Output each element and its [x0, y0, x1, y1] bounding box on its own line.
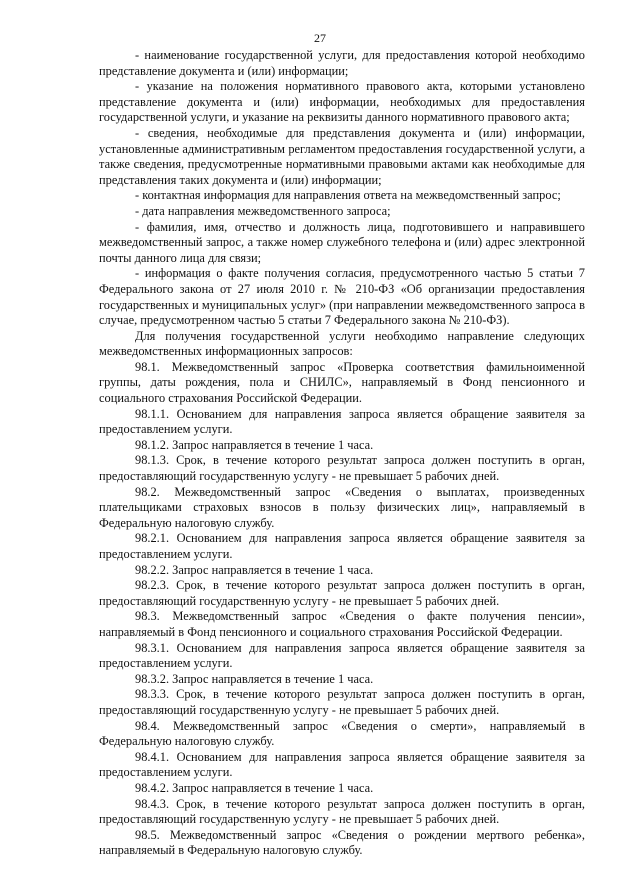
paragraph-98-2-1: 98.2.1. Основанием для направления запроса является обращение заявителя за предоставлением услуги.: [99, 531, 585, 561]
paragraph-98-1-3: 98.1.3. Срок, в течение которого результат запроса должен поступить в орган, предоставляющий государственную услугу - не превышает 5 рабочих дней.: [99, 453, 585, 484]
paragraph-consent-information: - информация о факте получения согласия, предусмотренного частью 5 статьи 7 Федерального закона от 27 июля 2010 г. № 210-ФЗ «Об организации предоставления государственных и муниципальных услуг» (при направлении межведомственного запроса в случае, предусмотренном частью 5 статьи 7 Федерального закона № 210-ФЗ).: [99, 266, 585, 328]
paragraph-98-2-3: 98.2.3. Срок, в течение которого результат запроса должен поступить в орган, предоставляющий государственную услугу - не превышает 5 рабочих дней.: [99, 578, 585, 608]
paragraph-requests-intro: Для получения государственной услуги необходимо направление следующих межведомственных информационных запросов:: [99, 328, 585, 359]
paragraph-98-3-2: 98.3.2. Запрос направляется в течение 1 часа.: [135, 671, 374, 686]
paragraph-98-4: 98.4. Межведомственный запрос «Сведения о смерти», направляемый в Федеральную налоговую службу.: [99, 718, 585, 749]
paragraph-98-2-2: 98.2.2. Запрос направляется в течение 1 часа.: [135, 562, 374, 577]
page-number: 27: [314, 31, 326, 45]
paragraph-request-date: - дата направления межведомственного запроса;: [135, 203, 391, 218]
document-body: [99, 48, 585, 859]
paragraph-98-3-3: 98.3.3. Срок, в течение которого результат запроса должен поступить в орган, предоставляющий государственную услугу - не превышает 5 рабочих дней.: [99, 687, 585, 717]
paragraph-contact-information: - контактная информация для направления ответа на межведомственный запрос;: [135, 188, 561, 203]
paragraph-98-3: 98.3. Межведомственный запрос «Сведения о факте получения пенсии», направляемый в Фонд пенсионного и социального страхования Российской Федерации.: [99, 609, 585, 639]
paragraph-98-1-2: 98.1.2. Запрос направляется в течение 1 часа.: [135, 437, 374, 452]
paragraph-legal-act-reference: - указание на положения нормативного правового акта, которыми установлено представление документа и (или) информации, необходимых для предоставления государственной услуги, и указание на реквизиты данного нормативного правового акта;: [99, 79, 585, 125]
paragraph-98-4-3: 98.4.3. Срок, в течение которого результат запроса должен поступить в орган, предоставляющий государственную услугу - не превышает 5 рабочих дней.: [99, 796, 585, 827]
paragraph-98-1: 98.1. Межведомственный запрос «Проверка соответствия фамильноименной группы, даты рождения, пола и СНИЛС», направляемый в Фонд пенсионного и социального страхования Российской Федерации.: [99, 359, 585, 406]
paragraph-service-name: - наименование государственной услуги, для предоставления которой необходимо представление документа и (или) информации;: [99, 48, 585, 78]
paragraph-98-4-2: 98.4.2. Запрос направляется в течение 1 часа.: [135, 780, 374, 795]
paragraph-98-4-1: 98.4.1. Основанием для направления запроса является обращение заявителя за предоставлением услуги.: [99, 749, 585, 780]
paragraph-98-5: 98.5. Межведомственный запрос «Сведения о рождении мертвого ребенка», направляемый в Федеральную налоговую службу.: [99, 827, 585, 858]
paragraph-responsible-person: - фамилия, имя, отчество и должность лица, подготовившего и направившего межведомственный запрос, а также номер служебного телефона и (или) адрес электронной почты данного лица для связи;: [99, 219, 585, 265]
paragraph-98-2: 98.2. Межведомственный запрос «Сведения о выплатах, произведенных плательщиками страховых взносов в пользу физических лиц», направляемый в Федеральную налоговую службу.: [99, 484, 585, 530]
paragraph-98-1-1: 98.1.1. Основанием для направления запроса является обращение заявителя за предоставлением услуги.: [99, 406, 585, 437]
paragraph-required-information: - сведения, необходимые для представления документа и (или) информации, установленные административным регламентом предоставления государственной услуги, а также сведения, предусмотренные нормативными правовыми актами как необходимые для представления таких документа и (или) информации;: [99, 125, 585, 187]
paragraph-98-3-1: 98.3.1. Основанием для направления запроса является обращение заявителя за предоставлением услуги.: [99, 640, 585, 671]
